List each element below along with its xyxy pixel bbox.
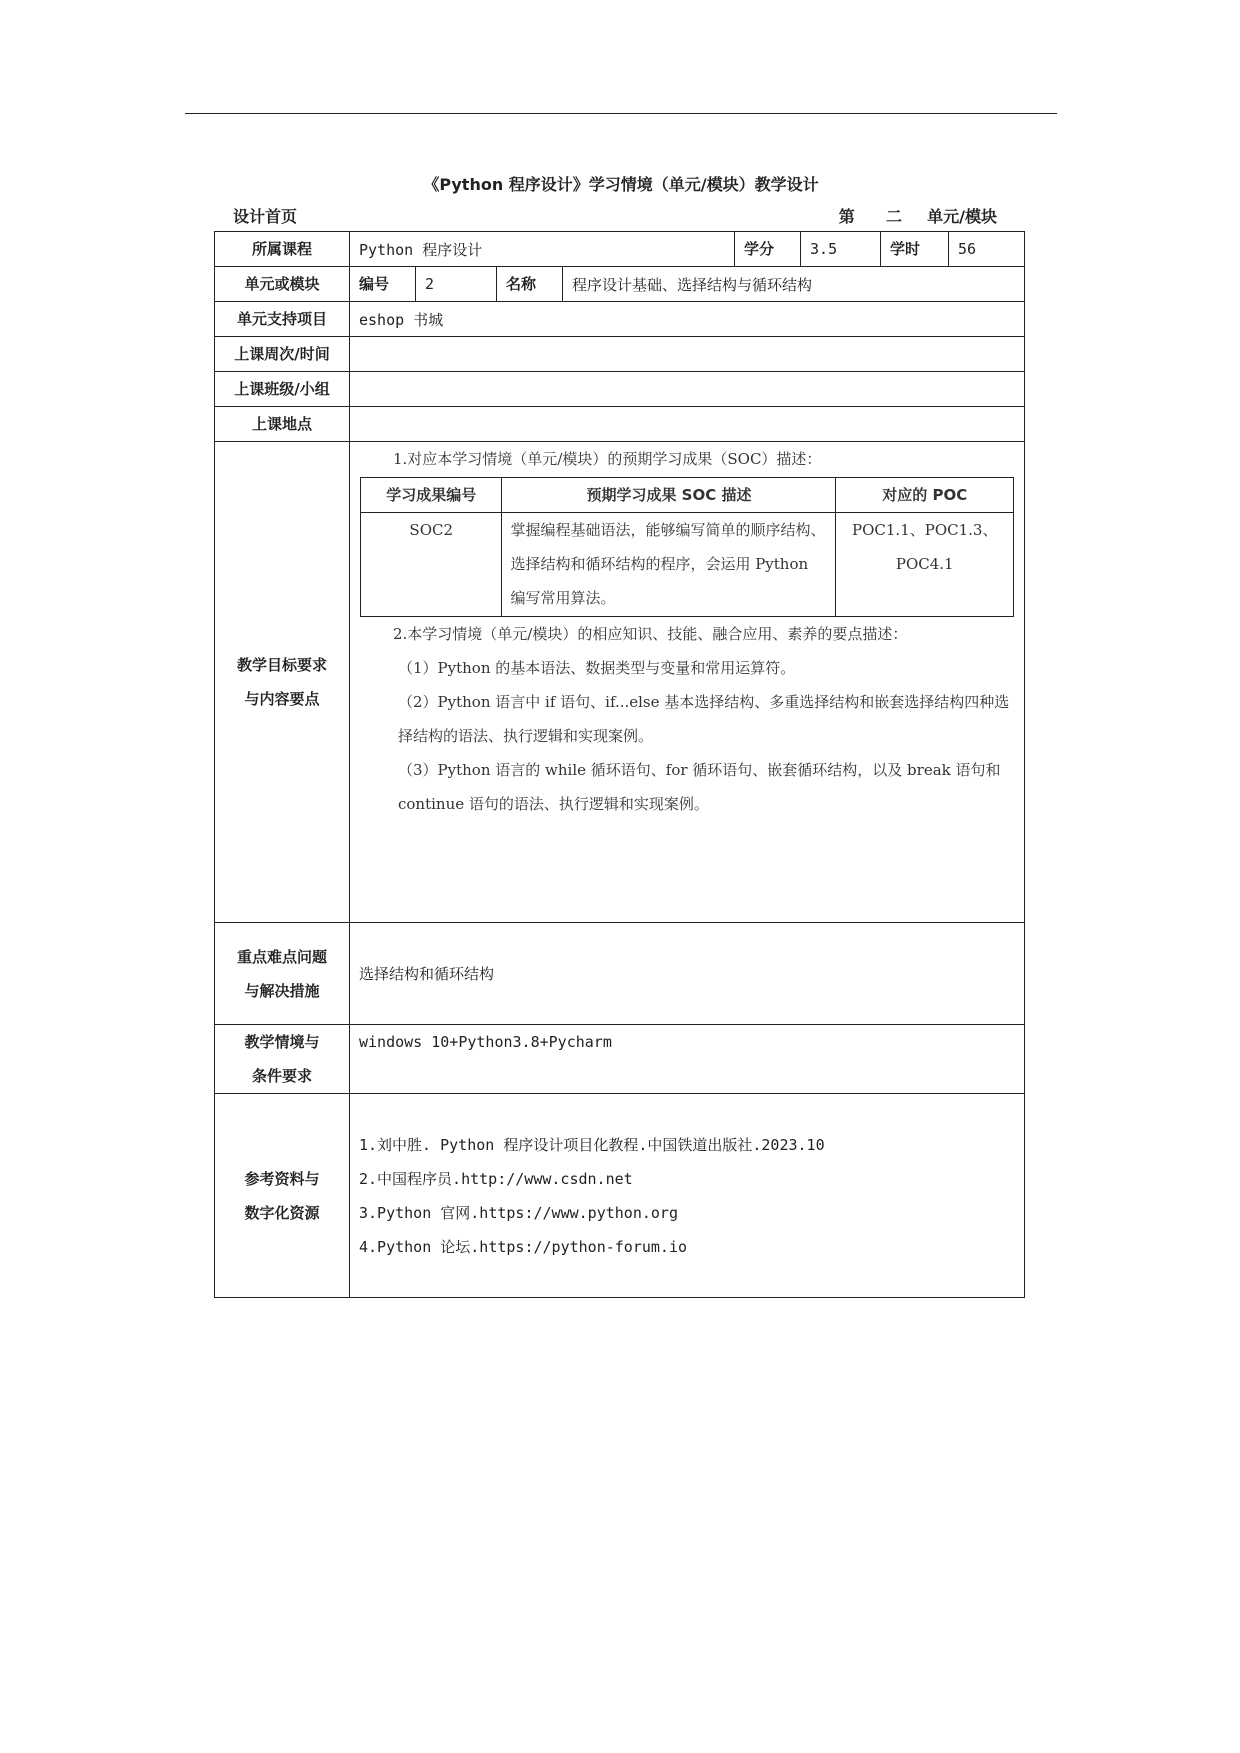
reference-item-3: 3.Python 官网.https://www.python.org — [359, 1203, 678, 1222]
week-label: 上课周次/时间 — [215, 337, 350, 372]
header-rule — [185, 113, 1057, 114]
week-row — [215, 337, 1025, 372]
document-title: 《Python 程序设计》学习情境（单元/模块）教学设计 — [423, 175, 819, 194]
conditions-label-line2: 条件要求 — [251, 1067, 312, 1085]
goals-label-line2: 与内容要点 — [244, 690, 320, 708]
goals-content — [350, 442, 1025, 923]
unit-prefix: 第 — [838, 207, 855, 226]
soc-poc: POC1.1、POC1.3、POC4.1 — [836, 513, 1014, 617]
references-label-line1: 参考资料与 — [244, 1169, 320, 1188]
unit-row — [215, 267, 1025, 302]
soc-header-desc: 预期学习成果 SOC 描述 — [502, 478, 836, 513]
key-issues-label-line1: 重点难点问题 — [236, 947, 327, 966]
references-list — [350, 1094, 1025, 1298]
location-value — [350, 407, 1025, 442]
conditions-value: windows 10+Python3.8+Pycharm — [350, 1025, 1025, 1094]
unit-id-value: 2 — [416, 267, 497, 302]
references-label-line2: 数字化资源 — [244, 1203, 320, 1222]
soc-header-id: 学习成果编号 — [361, 478, 502, 513]
unit-name-label: 名称 — [497, 267, 563, 302]
goals-intro: 1.对应本学习情境（单元/模块）的预期学习成果（SOC）描述： — [393, 450, 822, 468]
project-row — [215, 302, 1025, 337]
goals-item-1: （1）Python 的基本语法、数据类型与变量和常用运算符。 — [398, 659, 796, 677]
hours-label: 学时 — [881, 232, 949, 267]
course-row — [215, 232, 1025, 267]
conditions-label — [215, 1025, 350, 1094]
unit-name-value: 程序设计基础、选择结构与循环结构 — [563, 267, 1025, 302]
design-home-label: 设计首页 — [233, 207, 298, 226]
unit-suffix: 单元/模块 — [927, 207, 997, 226]
soc-desc: 掌握编程基础语法，能够编写简单的顺序结构、选择结构和循环结构的程序，会运用 Python 编写常用算法。 — [502, 513, 836, 617]
credit-value: 3.5 — [801, 232, 881, 267]
hours-value: 56 — [949, 232, 1025, 267]
project-value: eshop 书城 — [350, 302, 1025, 337]
unit-number: 二 — [885, 207, 902, 226]
goals-label — [215, 442, 350, 923]
project-label: 单元支持项目 — [215, 302, 350, 337]
references-label — [215, 1094, 350, 1298]
conditions-row — [215, 1025, 1025, 1094]
credit-label: 学分 — [735, 232, 801, 267]
key-issues-row — [215, 923, 1025, 1025]
goals-item-2: （2）Python 语言中 if 语句、if...else 基本选择结构、多重选择结构和嵌套选择结构四种选择结构的语法、执行逻辑和实现案例。 — [398, 693, 1010, 745]
goals-point2: 2.本学习情境（单元/模块）的相应知识、技能、融合应用、素养的要点描述： — [393, 625, 908, 643]
references-row — [215, 1094, 1025, 1298]
reference-item-2: 2.中国程序员.http://www.csdn.net — [359, 1169, 633, 1188]
location-row — [215, 407, 1025, 442]
course-label: 所属课程 — [215, 232, 350, 267]
conditions-label-line1: 教学情境与 — [244, 1033, 320, 1051]
class-group-row — [215, 372, 1025, 407]
soc-header-row — [361, 478, 1014, 513]
reference-item-4: 4.Python 论坛.https://python-forum.io — [359, 1237, 688, 1256]
course-value: Python 程序设计 — [350, 232, 735, 267]
goals-row — [215, 442, 1025, 923]
unit-id-label: 编号 — [350, 267, 416, 302]
soc-header-poc: 对应的 POC — [836, 478, 1014, 513]
unit-number-label — [839, 204, 997, 227]
goals-label-line1: 教学目标要求 — [236, 656, 327, 674]
goals-item-3: （3）Python 语言的 while 循环语句、for 循环语句、嵌套循环结构，以及 break 语句和 continue 语句的语法、执行逻辑和实现案例。 — [398, 761, 1001, 813]
reference-item-1: 1.刘中胜. Python 程序设计项目化教程.中国铁道出版社.2023.10 — [359, 1135, 825, 1154]
soc-id: SOC2 — [361, 513, 502, 617]
unit-label: 单元或模块 — [215, 267, 350, 302]
location-label: 上课地点 — [215, 407, 350, 442]
week-value — [350, 337, 1025, 372]
key-issues-value: 选择结构和循环结构 — [350, 923, 1025, 1025]
design-table — [214, 231, 1025, 1298]
key-issues-label — [215, 923, 350, 1025]
class-group-label: 上课班级/小组 — [215, 372, 350, 407]
class-group-value — [350, 372, 1025, 407]
soc-row — [361, 513, 1014, 617]
key-issues-label-line2: 与解决措施 — [244, 981, 320, 1000]
soc-table — [360, 477, 1014, 617]
